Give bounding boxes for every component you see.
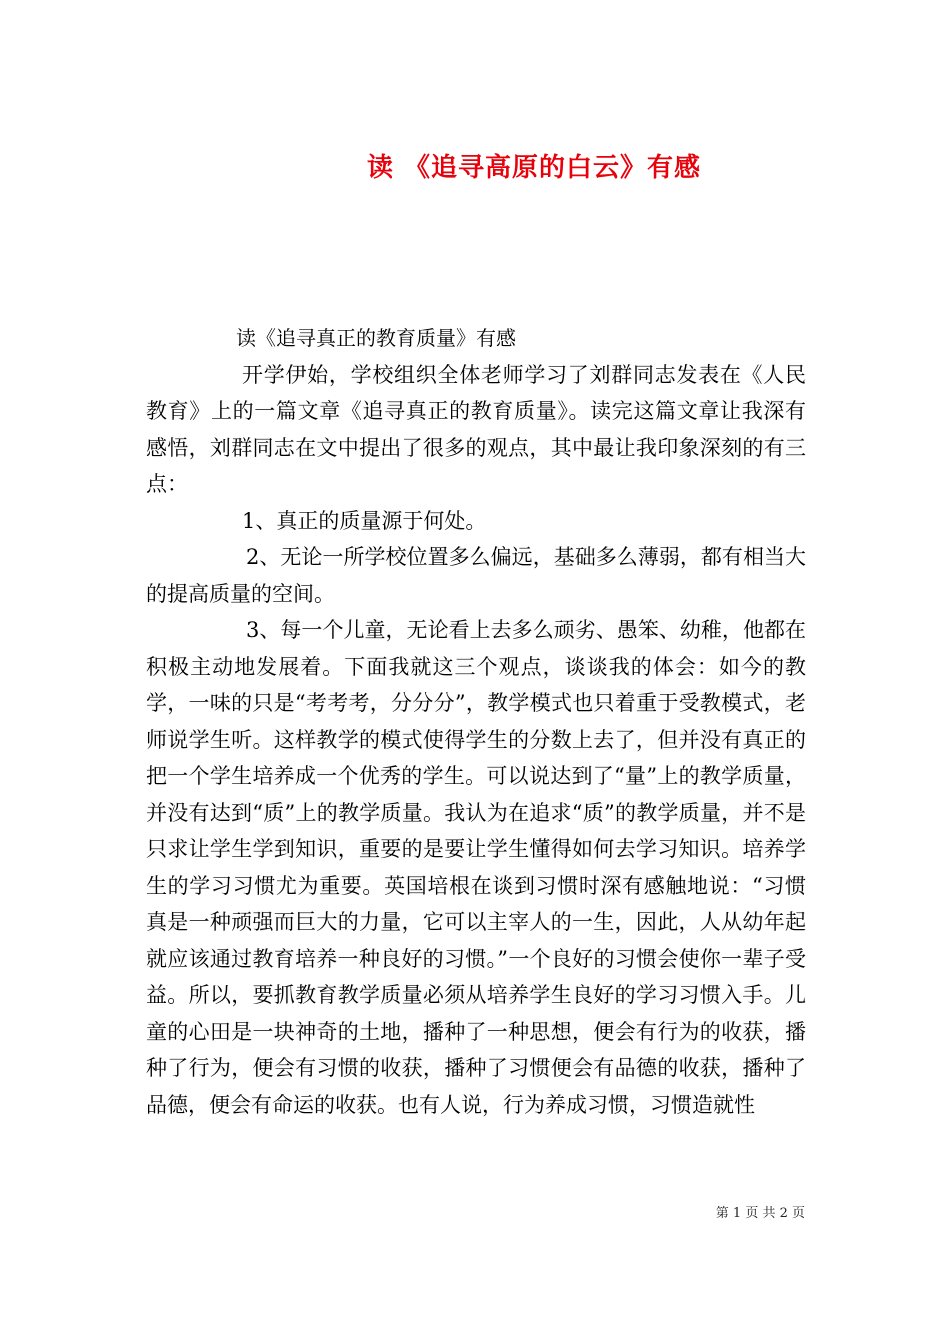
paragraph-point-3: 3、每一个儿童，无论看上去多么顽劣、愚笨、幼稚，他都在积极主动地发展着。下面我就这三个观点，谈谈我的体会：如今的教学，一味的只是“考考考，分分分”，教学模式也只着重于受教模式，老师说学生听。这样教学的模式使得学生的分数上去了，但并没有真正的把一个学生培养成一个优秀的学生。可以说达到了“量”上的教学质量，并没有达到“质”上的教学质量。我认为在追求“质”的教学质量，并不是只求让学生学到知识，重要的是要让学生懂得如何去学习知识。培养学生的学习习惯尤为重要。英国培根在谈到习惯时深有感触地说：“习惯真是一种顽强而巨大的力量，它可以主宰人的一生，因此，人从幼年起就应该通过教育培养一种良好的习惯。”一个良好的习惯会使你一辈子受益。所以，要抓教育教学质量必须从培养学生良好的学习习惯入手。儿童的心田是一块神奇的土地，播种了一种思想，便会有行为的收获，播种了行为，便会有习惯的收获，播种了习惯便会有品德的收获，播种了品德，便会有命运的收获。也有人说，行为养成习惯，习惯造就性 bbox=[146, 618, 806, 1117]
page-title: 读 《追寻高原的白云》有感 bbox=[366, 153, 702, 184]
page-number-footer: 第 1 页 共 2 页 bbox=[715, 1206, 805, 1221]
paragraph-intro: 开学伊始，学校组织全体老师学习了刘群同志发表在《人民教育》上的一篇文章《追寻真正的教育质量》。读完这篇文章让我深有感悟，刘群同志在文中提出了很多的观点，其中最让我印象深刻的有三点： bbox=[146, 362, 806, 496]
document-subtitle: 读《追寻真正的教育质量》有感 bbox=[236, 326, 516, 350]
document-body bbox=[146, 320, 806, 1123]
paragraph-point-2: 2、无论一所学校位置多么偏远，基础多么薄弱，都有相当大的提高质量的空间。 bbox=[146, 545, 806, 606]
paragraph-point-1: 1、真正的质量源于何处。 bbox=[242, 508, 487, 533]
